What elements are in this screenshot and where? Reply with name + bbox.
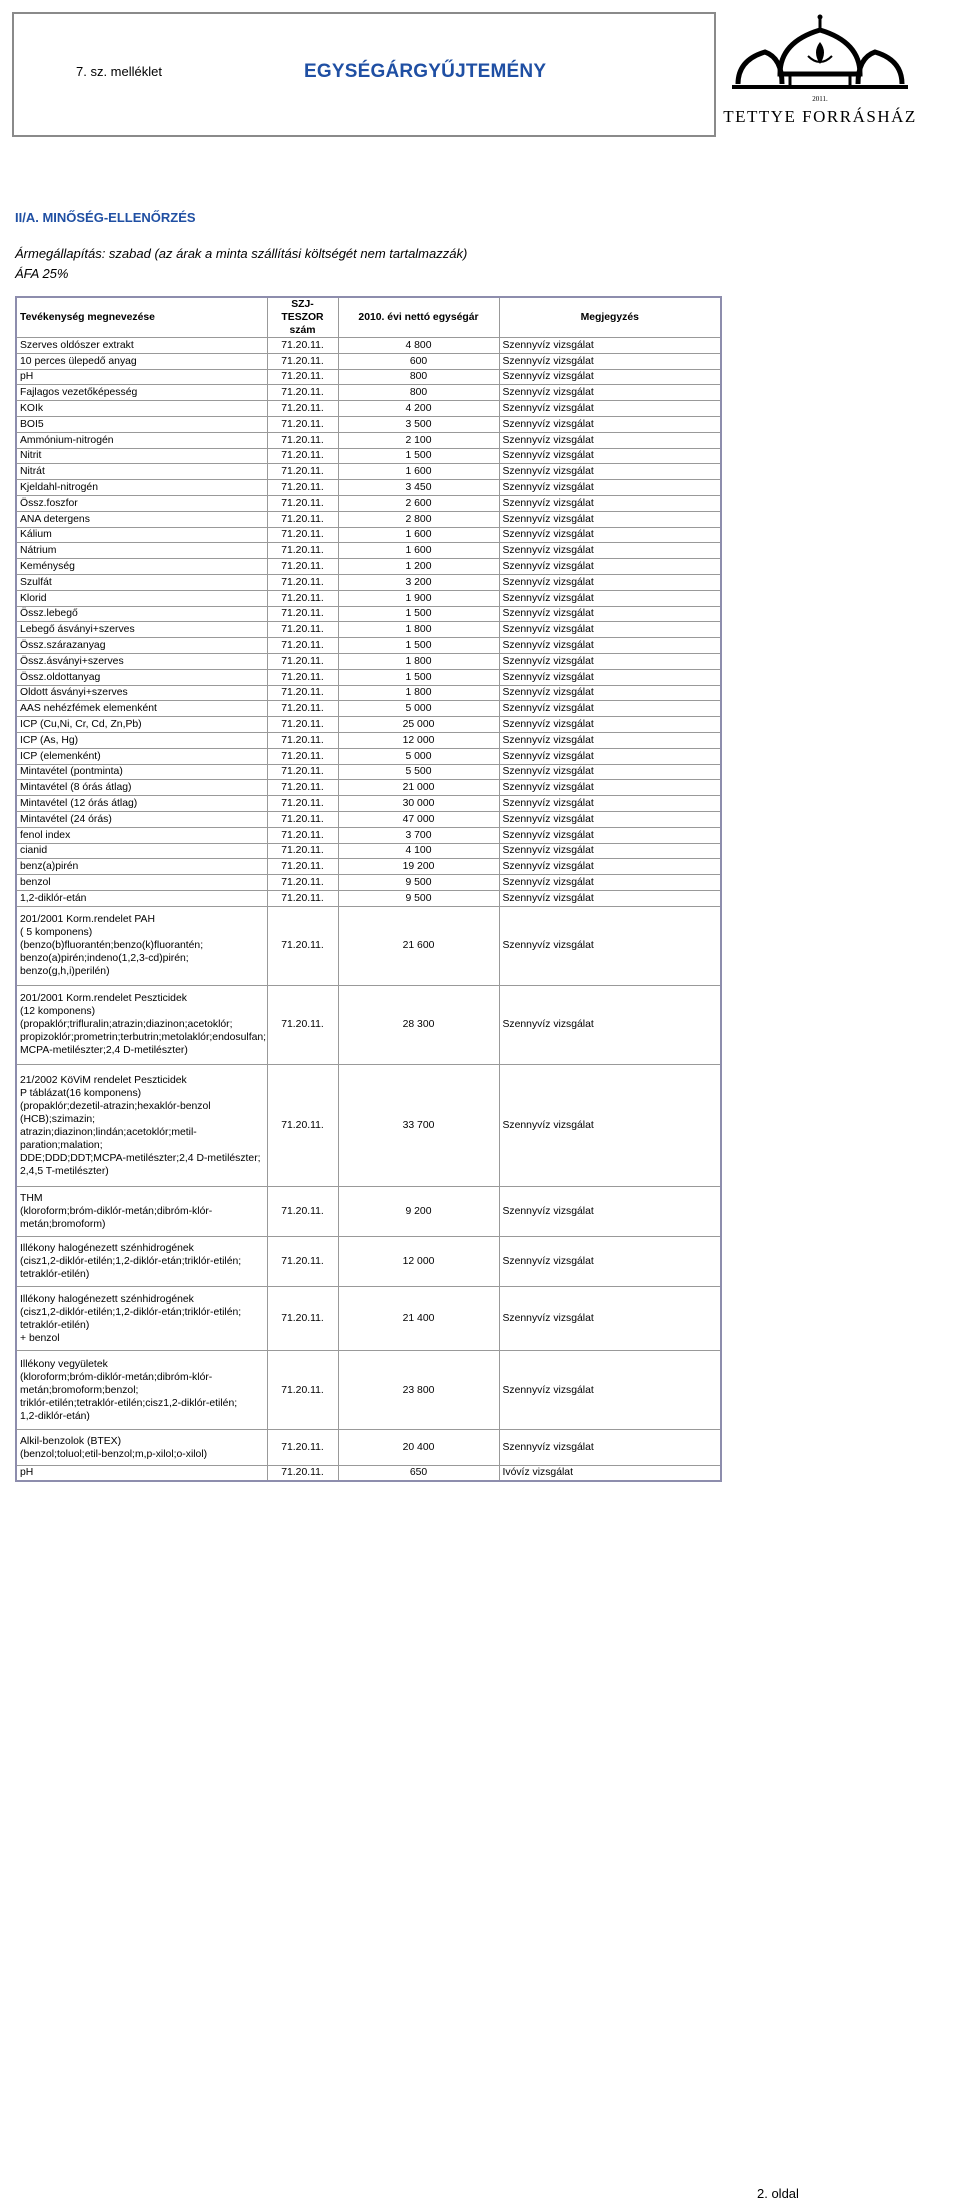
price-table: [15, 296, 722, 1482]
company-logo: [720, 12, 920, 137]
price-cell: 23 800: [338, 1351, 499, 1430]
table-row: [16, 780, 721, 796]
szj-cell: 71.20.11.: [267, 780, 338, 796]
table-row: [16, 1465, 721, 1481]
price-cell: 21 000: [338, 780, 499, 796]
szj-cell: 71.20.11.: [267, 875, 338, 891]
price-cell: 4 800: [338, 338, 499, 354]
szj-cell: 71.20.11.: [267, 432, 338, 448]
table-row: [16, 748, 721, 764]
szj-cell: 71.20.11.: [267, 717, 338, 733]
activity-cell: Lebegő ásványi+szerves: [16, 622, 267, 638]
activity-cell: pH: [16, 1465, 267, 1481]
price-cell: 4 200: [338, 401, 499, 417]
note-cell: Ivóvíz vizsgálat: [499, 1465, 721, 1481]
price-cell: 47 000: [338, 811, 499, 827]
pricing-note: Ármegállapítás: szabad (az árak a minta szállítási költségét nem tartalmazzák): [15, 246, 468, 261]
document-title: EGYSÉGÁRGYŰJTEMÉNY: [304, 61, 547, 82]
price-cell: 5 000: [338, 748, 499, 764]
note-cell: Szennyvíz vizsgálat: [499, 338, 721, 354]
table-row: [16, 448, 721, 464]
szj-cell: 71.20.11.: [267, 495, 338, 511]
activity-cell: Keménység: [16, 559, 267, 575]
note-cell: Szennyvíz vizsgálat: [499, 669, 721, 685]
price-cell: 600: [338, 353, 499, 369]
price-cell: 25 000: [338, 717, 499, 733]
szj-cell: 71.20.11.: [267, 590, 338, 606]
szj-cell: 71.20.11.: [267, 1237, 338, 1287]
section-title: II/A. MINŐSÉG-ELLENŐRZÉS: [15, 210, 196, 225]
table-row: [16, 1187, 721, 1237]
price-cell: 21 400: [338, 1287, 499, 1351]
activity-cell: Klorid: [16, 590, 267, 606]
price-cell: 30 000: [338, 796, 499, 812]
szj-cell: 71.20.11.: [267, 669, 338, 685]
table-row: [16, 590, 721, 606]
szj-cell: 71.20.11.: [267, 732, 338, 748]
activity-cell: Össz.foszfor: [16, 495, 267, 511]
table-row: [16, 701, 721, 717]
price-cell: 2 100: [338, 432, 499, 448]
price-cell: 2 800: [338, 511, 499, 527]
table-row: [16, 796, 721, 812]
note-cell: Szennyvíz vizsgálat: [499, 432, 721, 448]
note-cell: Szennyvíz vizsgálat: [499, 574, 721, 590]
activity-cell: KOIk: [16, 401, 267, 417]
activity-cell: Össz.szárazanyag: [16, 638, 267, 654]
logo-wordmark: TETTYE FORRÁSHÁZ: [723, 107, 917, 126]
price-cell: 1 500: [338, 448, 499, 464]
document-header: [12, 12, 716, 137]
szj-cell: 71.20.11.: [267, 622, 338, 638]
note-cell: Szennyvíz vizsgálat: [499, 1064, 721, 1187]
table-header-row: [16, 297, 721, 338]
szj-cell: 71.20.11.: [267, 985, 338, 1064]
table-row: [16, 764, 721, 780]
price-cell: 1 800: [338, 622, 499, 638]
table-row: [16, 653, 721, 669]
szj-cell: 71.20.11.: [267, 638, 338, 654]
table-row: [16, 1430, 721, 1465]
price-cell: 800: [338, 385, 499, 401]
szj-cell: 71.20.11.: [267, 653, 338, 669]
price-cell: 9 500: [338, 875, 499, 891]
szj-cell: 71.20.11.: [267, 480, 338, 496]
table-row: [16, 338, 721, 354]
price-cell: 3 700: [338, 827, 499, 843]
activity-cell: Ammónium-nitrogén: [16, 432, 267, 448]
note-cell: Szennyvíz vizsgálat: [499, 511, 721, 527]
table-row: [16, 401, 721, 417]
header-szj: SZJ-TESZOR szám: [267, 297, 338, 338]
table-row: [16, 432, 721, 448]
table-row: [16, 527, 721, 543]
szj-cell: 71.20.11.: [267, 811, 338, 827]
activity-cell: ICP (Cu,Ni, Cr, Cd, Zn,Pb): [16, 717, 267, 733]
szj-cell: 71.20.11.: [267, 464, 338, 480]
table-row: [16, 385, 721, 401]
activity-cell: Oldott ásványi+szerves: [16, 685, 267, 701]
price-cell: 5 500: [338, 764, 499, 780]
activity-cell: 201/2001 Korm.rendelet PAH ( 5 komponens) (benzo(b)fluorantén;benzo(k)fluorantén; benzo(a)pirén;indeno(1,2,3-cd)pirén; benzo(g,h,i)perilén): [16, 906, 267, 985]
note-cell: Szennyvíz vizsgálat: [499, 416, 721, 432]
note-cell: Szennyvíz vizsgálat: [499, 859, 721, 875]
activity-cell: fenol index: [16, 827, 267, 843]
szj-cell: 71.20.11.: [267, 890, 338, 906]
table-row: [16, 1237, 721, 1287]
table-row: [16, 827, 721, 843]
table-row: [16, 859, 721, 875]
note-cell: Szennyvíz vizsgálat: [499, 480, 721, 496]
price-cell: 12 000: [338, 732, 499, 748]
szj-cell: 71.20.11.: [267, 385, 338, 401]
activity-cell: Illékony halogénezett szénhidrogének (cisz1,2-diklór-etilén;1,2-diklór-etán;triklór-etilén; tetraklór-etilén) + benzol: [16, 1287, 267, 1351]
activity-cell: ICP (As, Hg): [16, 732, 267, 748]
note-cell: Szennyvíz vizsgálat: [499, 875, 721, 891]
price-cell: 21 600: [338, 906, 499, 985]
szj-cell: 71.20.11.: [267, 1351, 338, 1430]
activity-cell: cianid: [16, 843, 267, 859]
activity-cell: Nátrium: [16, 543, 267, 559]
activity-cell: Össz.lebegő: [16, 606, 267, 622]
szj-cell: 71.20.11.: [267, 1430, 338, 1465]
note-cell: Szennyvíz vizsgálat: [499, 985, 721, 1064]
note-cell: Szennyvíz vizsgálat: [499, 732, 721, 748]
szj-cell: 71.20.11.: [267, 559, 338, 575]
activity-cell: benz(a)pirén: [16, 859, 267, 875]
activity-cell: ANA detergens: [16, 511, 267, 527]
szj-cell: 71.20.11.: [267, 574, 338, 590]
note-cell: Szennyvíz vizsgálat: [499, 890, 721, 906]
activity-cell: 201/2001 Korm.rendelet Peszticidek (12 komponens) (propaklór;trifluralin;atrazin;diazinon;acetoklór; propizoklór;prometrin;terbutrin;metolaklór;endosulfan; MCPA-metilészter;2,4 D-metilészter): [16, 985, 267, 1064]
activity-cell: benzol: [16, 875, 267, 891]
table-row: [16, 985, 721, 1064]
price-cell: 9 500: [338, 890, 499, 906]
note-cell: Szennyvíz vizsgálat: [499, 353, 721, 369]
activity-cell: Nitrát: [16, 464, 267, 480]
szj-cell: 71.20.11.: [267, 1287, 338, 1351]
table-row: [16, 574, 721, 590]
activity-cell: Kálium: [16, 527, 267, 543]
table-row: [16, 369, 721, 385]
table-row: [16, 464, 721, 480]
szj-cell: 71.20.11.: [267, 1465, 338, 1481]
table-row: [16, 638, 721, 654]
note-cell: Szennyvíz vizsgálat: [499, 701, 721, 717]
table-row: [16, 732, 721, 748]
note-cell: Szennyvíz vizsgálat: [499, 622, 721, 638]
activity-cell: BOI5: [16, 416, 267, 432]
price-cell: 3 450: [338, 480, 499, 496]
table-row: [16, 543, 721, 559]
price-cell: 1 200: [338, 559, 499, 575]
price-cell: 5 000: [338, 701, 499, 717]
activity-cell: THM (kloroform;bróm-diklór-metán;dibróm-klór- metán;bromoform): [16, 1187, 267, 1237]
annex-label: 7. sz. melléklet: [76, 64, 162, 79]
price-cell: 800: [338, 369, 499, 385]
table-row: [16, 495, 721, 511]
price-cell: 2 600: [338, 495, 499, 511]
table-row: [16, 353, 721, 369]
note-cell: Szennyvíz vizsgálat: [499, 464, 721, 480]
activity-cell: 21/2002 KöViM rendelet Peszticidek P táblázat(16 komponens) (propaklór;dezetil-atrazin;hexaklór-benzol (HCB);szimazin; atrazin;diazinon;lindán;acetoklór;metil- paration;malation; DDE;DDD;DDT;MCPA-metilészter;2,4 D-metilészter; 2,4,5 T-metilészter): [16, 1064, 267, 1187]
note-cell: Szennyvíz vizsgálat: [499, 764, 721, 780]
note-cell: Szennyvíz vizsgálat: [499, 401, 721, 417]
price-cell: 1 500: [338, 638, 499, 654]
activity-cell: Alkil-benzolok (BTEX) (benzol;toluol;etil-benzol;m,p-xilol;o-xilol): [16, 1430, 267, 1465]
table-row: [16, 843, 721, 859]
szj-cell: 71.20.11.: [267, 369, 338, 385]
activity-cell: 1,2-diklór-etán: [16, 890, 267, 906]
table-row: [16, 669, 721, 685]
price-cell: 1 800: [338, 653, 499, 669]
svg-text:2011.: 2011.: [812, 95, 828, 103]
note-cell: Szennyvíz vizsgálat: [499, 590, 721, 606]
activity-cell: Mintavétel (pontminta): [16, 764, 267, 780]
note-cell: Szennyvíz vizsgálat: [499, 748, 721, 764]
table-row: [16, 606, 721, 622]
note-cell: Szennyvíz vizsgálat: [499, 717, 721, 733]
note-cell: Szennyvíz vizsgálat: [499, 685, 721, 701]
szj-cell: 71.20.11.: [267, 748, 338, 764]
header-note: Megjegyzés: [499, 297, 721, 338]
price-cell: 1 800: [338, 685, 499, 701]
table-row: [16, 622, 721, 638]
note-cell: Szennyvíz vizsgálat: [499, 906, 721, 985]
szj-cell: 71.20.11.: [267, 353, 338, 369]
szj-cell: 71.20.11.: [267, 796, 338, 812]
activity-cell: Fajlagos vezetőképesség: [16, 385, 267, 401]
szj-cell: 71.20.11.: [267, 543, 338, 559]
activity-cell: Szulfát: [16, 574, 267, 590]
building-logo-icon: [720, 12, 920, 107]
table-row: [16, 685, 721, 701]
price-cell: 1 500: [338, 669, 499, 685]
activity-cell: Mintavétel (8 órás átlag): [16, 780, 267, 796]
activity-cell: 10 perces ülepedő anyag: [16, 353, 267, 369]
activity-cell: Illékony vegyületek (kloroform;bróm-diklór-metán;dibróm-klór- metán;bromoform;benzol; triklór-etilén;tetraklór-etilén;cisz1,2-diklór-etilén; 1,2-diklór-etán): [16, 1351, 267, 1430]
note-cell: Szennyvíz vizsgálat: [499, 843, 721, 859]
szj-cell: 71.20.11.: [267, 416, 338, 432]
note-cell: Szennyvíz vizsgálat: [499, 1187, 721, 1237]
activity-cell: AAS nehézfémek elemenként: [16, 701, 267, 717]
note-cell: Szennyvíz vizsgálat: [499, 369, 721, 385]
activity-cell: Össz.ásványi+szerves: [16, 653, 267, 669]
table-row: [16, 811, 721, 827]
activity-cell: Illékony halogénezett szénhidrogének (cisz1,2-diklór-etilén;1,2-diklór-etán;triklór-etilén; tetraklór-etilén): [16, 1237, 267, 1287]
table-row: [16, 906, 721, 985]
szj-cell: 71.20.11.: [267, 448, 338, 464]
price-cell: 19 200: [338, 859, 499, 875]
table-row: [16, 890, 721, 906]
activity-cell: Szerves oldószer extrakt: [16, 338, 267, 354]
note-cell: Szennyvíz vizsgálat: [499, 385, 721, 401]
note-cell: Szennyvíz vizsgálat: [499, 827, 721, 843]
szj-cell: 71.20.11.: [267, 527, 338, 543]
note-cell: Szennyvíz vizsgálat: [499, 796, 721, 812]
table-row: [16, 559, 721, 575]
table-row: [16, 480, 721, 496]
activity-cell: Kjeldahl-nitrogén: [16, 480, 267, 496]
szj-cell: 71.20.11.: [267, 701, 338, 717]
price-cell: 3 200: [338, 574, 499, 590]
table-row: [16, 1287, 721, 1351]
szj-cell: 71.20.11.: [267, 1064, 338, 1187]
note-cell: Szennyvíz vizsgálat: [499, 1430, 721, 1465]
szj-cell: 71.20.11.: [267, 859, 338, 875]
price-cell: 33 700: [338, 1064, 499, 1187]
price-cell: 1 600: [338, 464, 499, 480]
price-cell: 28 300: [338, 985, 499, 1064]
activity-cell: Mintavétel (24 órás): [16, 811, 267, 827]
price-cell: 1 500: [338, 606, 499, 622]
table-row: [16, 416, 721, 432]
szj-cell: 71.20.11.: [267, 511, 338, 527]
price-cell: 20 400: [338, 1430, 499, 1465]
activity-cell: Össz.oldottanyag: [16, 669, 267, 685]
activity-cell: pH: [16, 369, 267, 385]
note-cell: Szennyvíz vizsgálat: [499, 811, 721, 827]
note-cell: Szennyvíz vizsgálat: [499, 1351, 721, 1430]
note-cell: Szennyvíz vizsgálat: [499, 606, 721, 622]
price-cell: 1 600: [338, 543, 499, 559]
table-row: [16, 1351, 721, 1430]
note-cell: Szennyvíz vizsgálat: [499, 780, 721, 796]
note-cell: Szennyvíz vizsgálat: [499, 1287, 721, 1351]
price-cell: 1 900: [338, 590, 499, 606]
note-cell: Szennyvíz vizsgálat: [499, 495, 721, 511]
price-cell: 4 100: [338, 843, 499, 859]
page-number: 2. oldal: [757, 2186, 799, 2201]
activity-cell: ICP (elemenként): [16, 748, 267, 764]
note-cell: Szennyvíz vizsgálat: [499, 543, 721, 559]
szj-cell: 71.20.11.: [267, 764, 338, 780]
note-cell: Szennyvíz vizsgálat: [499, 653, 721, 669]
note-cell: Szennyvíz vizsgálat: [499, 638, 721, 654]
activity-cell: Nitrit: [16, 448, 267, 464]
price-cell: 12 000: [338, 1237, 499, 1287]
szj-cell: 71.20.11.: [267, 685, 338, 701]
szj-cell: 71.20.11.: [267, 906, 338, 985]
note-cell: Szennyvíz vizsgálat: [499, 1237, 721, 1287]
table-row: [16, 1064, 721, 1187]
note-cell: Szennyvíz vizsgálat: [499, 448, 721, 464]
note-cell: Szennyvíz vizsgálat: [499, 527, 721, 543]
price-cell: 9 200: [338, 1187, 499, 1237]
szj-cell: 71.20.11.: [267, 843, 338, 859]
szj-cell: 71.20.11.: [267, 338, 338, 354]
price-cell: 650: [338, 1465, 499, 1481]
table-row: [16, 717, 721, 733]
price-cell: 1 600: [338, 527, 499, 543]
header-price: 2010. évi nettó egységár: [338, 297, 499, 338]
szj-cell: 71.20.11.: [267, 606, 338, 622]
szj-cell: 71.20.11.: [267, 827, 338, 843]
note-cell: Szennyvíz vizsgálat: [499, 559, 721, 575]
table-row: [16, 875, 721, 891]
szj-cell: 71.20.11.: [267, 1187, 338, 1237]
price-cell: 3 500: [338, 416, 499, 432]
vat-note: ÁFA 25%: [15, 266, 69, 281]
activity-cell: Mintavétel (12 órás átlag): [16, 796, 267, 812]
szj-cell: 71.20.11.: [267, 401, 338, 417]
header-activity: Tevékenység megnevezése: [16, 297, 267, 338]
table-row: [16, 511, 721, 527]
